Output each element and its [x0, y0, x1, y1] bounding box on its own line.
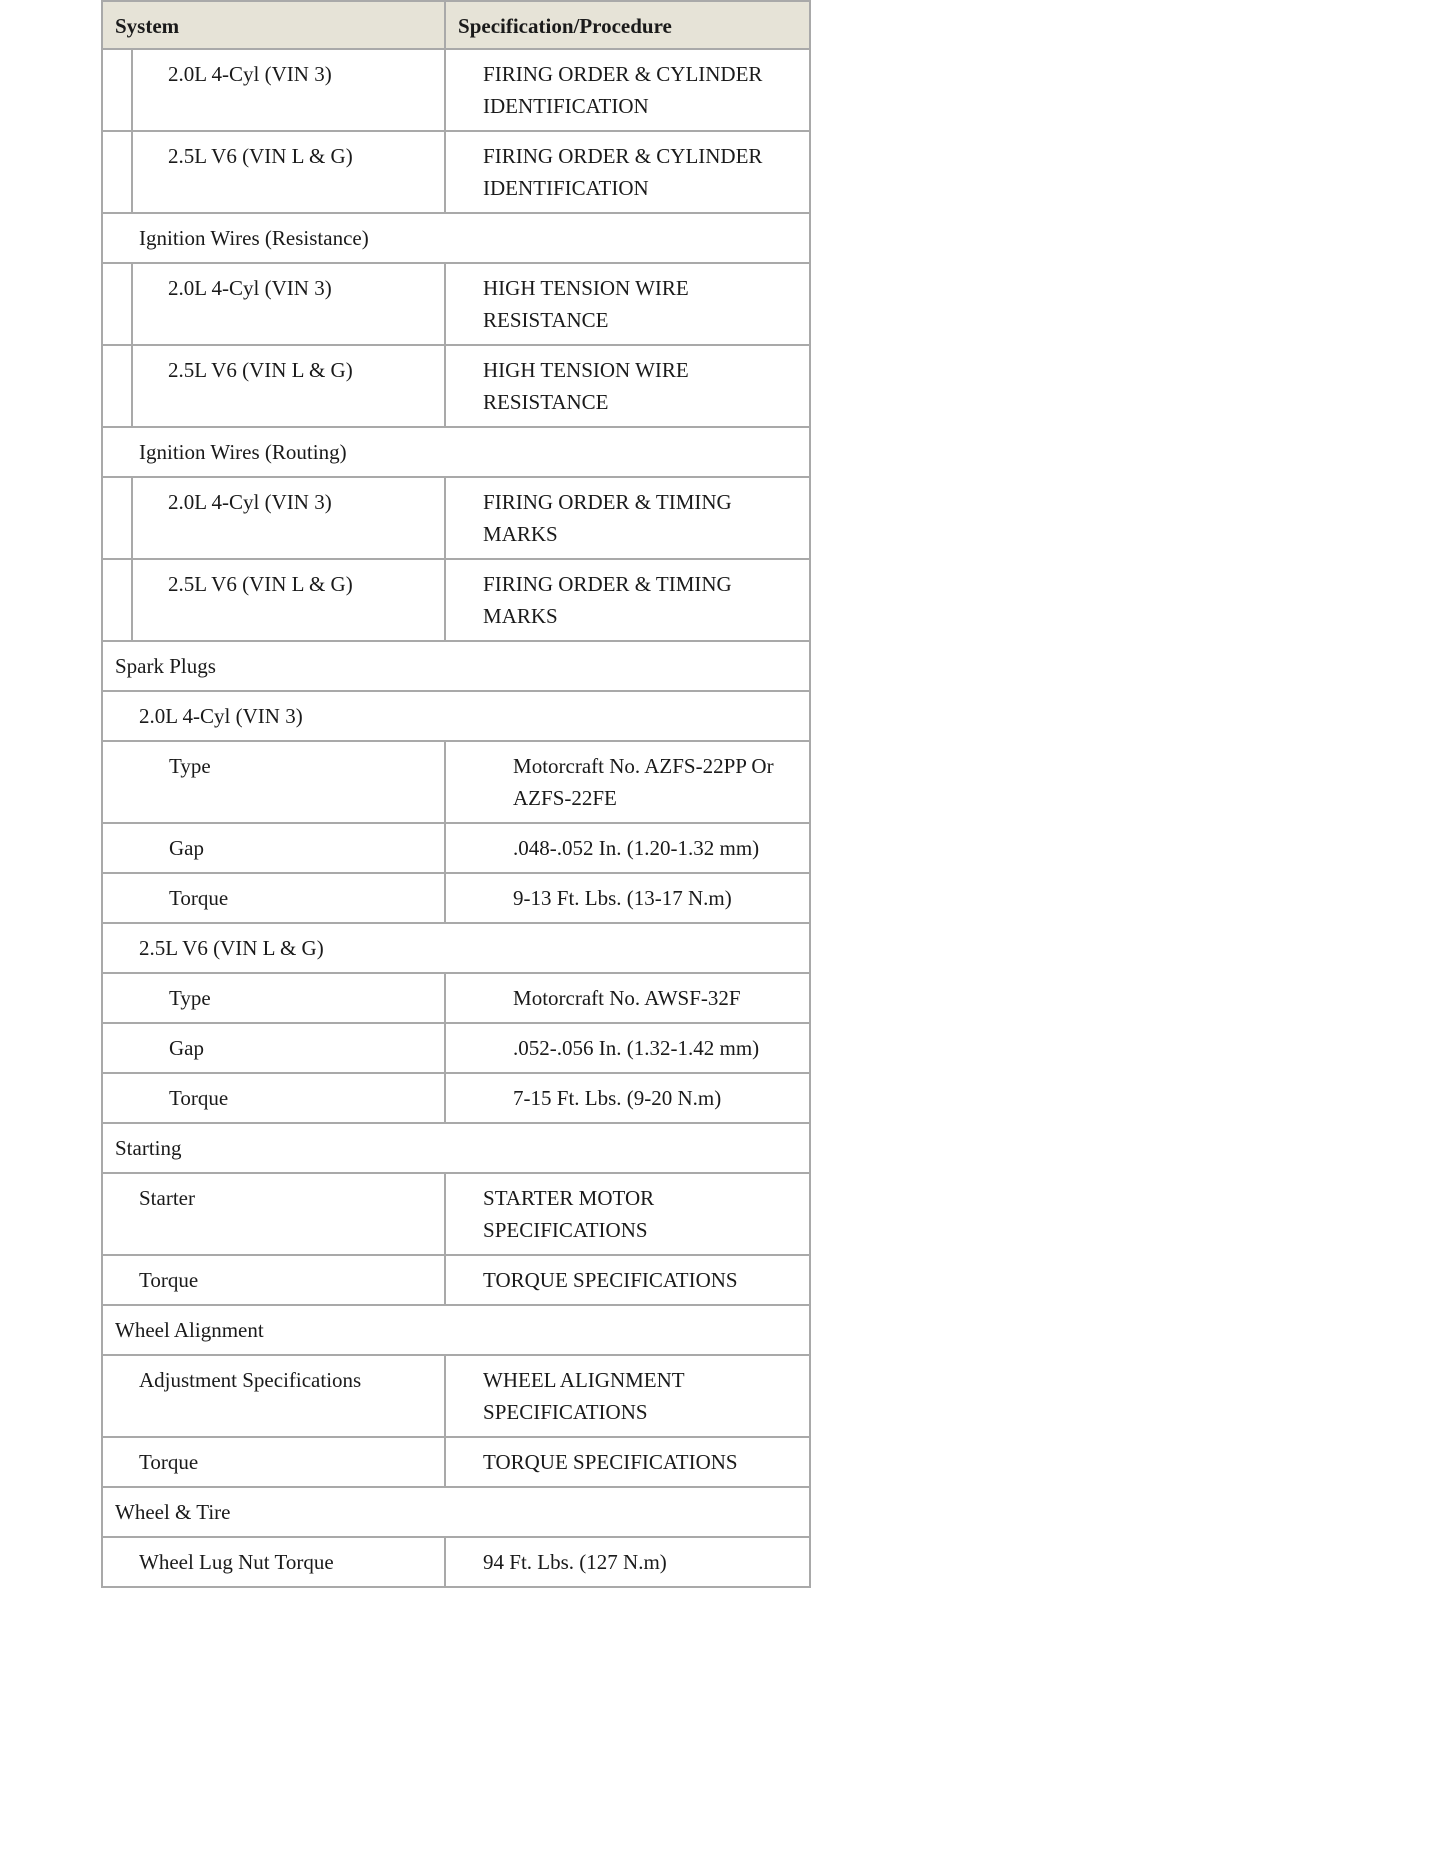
indent-bar-cell	[102, 477, 132, 559]
system-cell: Type	[102, 741, 445, 823]
spec-cell: FIRING ORDER & TIMING MARKS	[445, 477, 810, 559]
system-cell: 2.5L V6 (VIN L & G)	[132, 345, 445, 427]
table-row	[102, 873, 810, 923]
spec-cell: Motorcraft No. AZFS-22PP Or AZFS-22FE	[445, 741, 810, 823]
table-row	[102, 49, 810, 131]
table-row	[102, 263, 810, 345]
system-cell: Torque	[102, 1073, 445, 1123]
system-cell: 2.0L 4-Cyl (VIN 3)	[132, 49, 445, 131]
spec-cell: HIGH TENSION WIRE RESISTANCE	[445, 345, 810, 427]
spec-cell: .052-.056 In. (1.32-1.42 mm)	[445, 1023, 810, 1073]
section-heading-cell: Starting	[102, 1123, 810, 1173]
spec-table	[101, 0, 811, 1588]
system-cell: 2.0L 4-Cyl (VIN 3)	[132, 477, 445, 559]
system-cell: Gap	[102, 823, 445, 873]
table-row	[102, 973, 810, 1023]
table-body	[102, 49, 810, 1587]
system-cell: Wheel Lug Nut Torque	[102, 1537, 445, 1587]
indent-bar-cell	[102, 345, 132, 427]
indent-bar-cell	[102, 263, 132, 345]
group-heading-cell: 2.5L V6 (VIN L & G)	[102, 923, 810, 973]
spec-cell: TORQUE SPECIFICATIONS	[445, 1255, 810, 1305]
table-row	[102, 345, 810, 427]
spec-cell: HIGH TENSION WIRE RESISTANCE	[445, 263, 810, 345]
system-cell: Torque	[102, 873, 445, 923]
table-row	[102, 1123, 810, 1173]
system-cell: 2.0L 4-Cyl (VIN 3)	[132, 263, 445, 345]
spec-cell: STARTER MOTOR SPECIFICATIONS	[445, 1173, 810, 1255]
section-heading-cell: Wheel & Tire	[102, 1487, 810, 1537]
system-cell: Gap	[102, 1023, 445, 1073]
table-row	[102, 691, 810, 741]
spec-cell: TORQUE SPECIFICATIONS	[445, 1437, 810, 1487]
system-cell: Type	[102, 973, 445, 1023]
table-row	[102, 1487, 810, 1537]
spec-cell: 9-13 Ft. Lbs. (13-17 N.m)	[445, 873, 810, 923]
table-row	[102, 741, 810, 823]
table-row	[102, 1173, 810, 1255]
system-cell: 2.5L V6 (VIN L & G)	[132, 559, 445, 641]
section-heading-cell: Wheel Alignment	[102, 1305, 810, 1355]
table-row	[102, 823, 810, 873]
spec-cell: 94 Ft. Lbs. (127 N.m)	[445, 1537, 810, 1587]
system-cell: Starter	[102, 1173, 445, 1255]
indent-bar-cell	[102, 49, 132, 131]
spec-cell: 7-15 Ft. Lbs. (9-20 N.m)	[445, 1073, 810, 1123]
table-row	[102, 641, 810, 691]
table-row	[102, 1437, 810, 1487]
spec-cell: FIRING ORDER & CYLINDER IDENTIFICATION	[445, 131, 810, 213]
table-header-row	[102, 1, 810, 49]
spec-cell: FIRING ORDER & CYLINDER IDENTIFICATION	[445, 49, 810, 131]
section-heading-cell: Spark Plugs	[102, 641, 810, 691]
system-cell: 2.5L V6 (VIN L & G)	[132, 131, 445, 213]
table-row	[102, 1355, 810, 1437]
table-row	[102, 1537, 810, 1587]
table-row	[102, 1023, 810, 1073]
table-row	[102, 477, 810, 559]
table-row	[102, 213, 810, 263]
indent-bar-cell	[102, 559, 132, 641]
table-row	[102, 559, 810, 641]
system-cell: Torque	[102, 1437, 445, 1487]
header-system: System	[102, 1, 445, 49]
table-row	[102, 1305, 810, 1355]
header-spec: Specification/Procedure	[445, 1, 810, 49]
group-heading-cell: Ignition Wires (Routing)	[102, 427, 810, 477]
group-heading-cell: Ignition Wires (Resistance)	[102, 213, 810, 263]
table-row	[102, 427, 810, 477]
system-cell: Torque	[102, 1255, 445, 1305]
spec-cell: WHEEL ALIGNMENT SPECIFICATIONS	[445, 1355, 810, 1437]
indent-bar-cell	[102, 131, 132, 213]
table-row	[102, 1255, 810, 1305]
table-row	[102, 131, 810, 213]
spec-cell: .048-.052 In. (1.20-1.32 mm)	[445, 823, 810, 873]
table-row	[102, 1073, 810, 1123]
system-cell: Adjustment Specifications	[102, 1355, 445, 1437]
table-row	[102, 923, 810, 973]
spec-cell: FIRING ORDER & TIMING MARKS	[445, 559, 810, 641]
group-heading-cell: 2.0L 4-Cyl (VIN 3)	[102, 691, 810, 741]
spec-cell: Motorcraft No. AWSF-32F	[445, 973, 810, 1023]
